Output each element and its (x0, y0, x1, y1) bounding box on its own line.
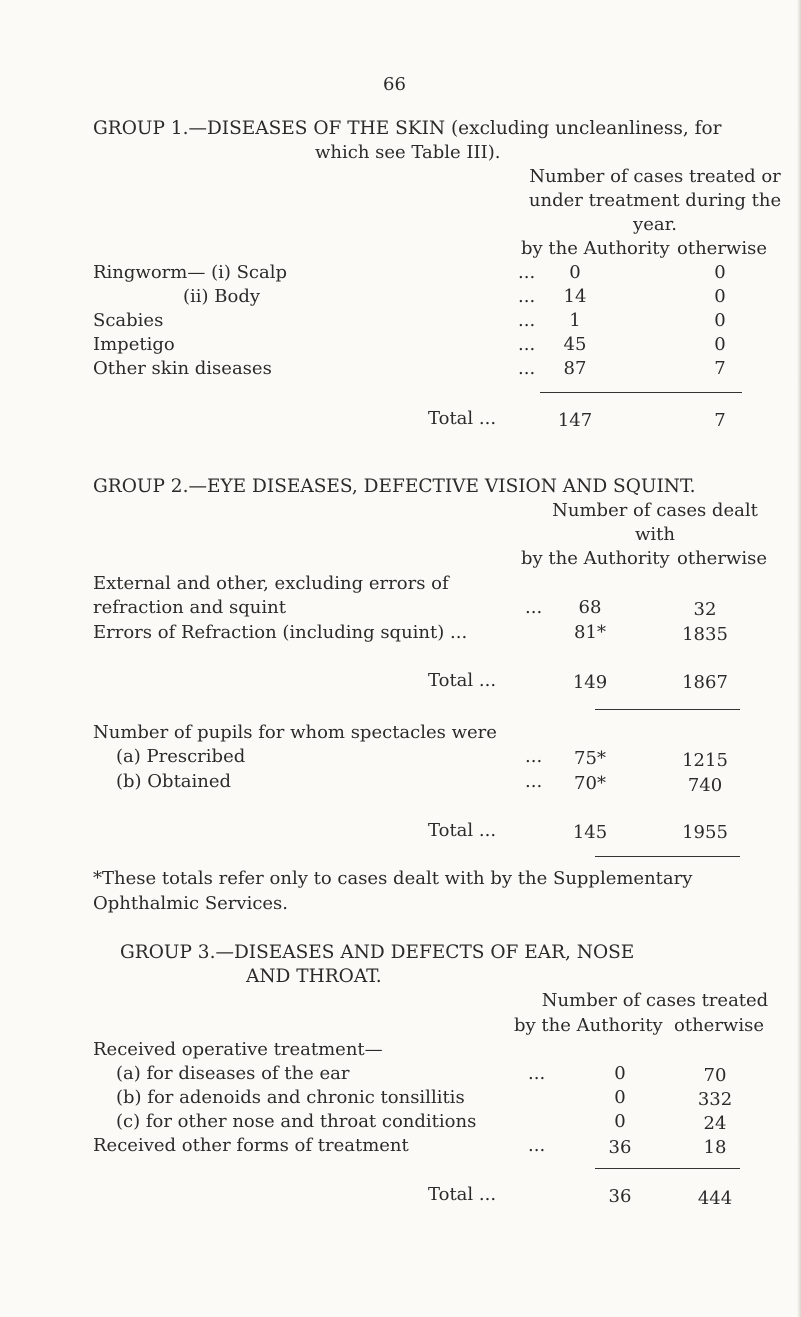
table-row-label: External and other, excluding errors of (93, 573, 449, 594)
table-row-label: (b) Obtained (116, 771, 232, 792)
total-rule (595, 1168, 740, 1169)
table-row-label: Ringworm— (i) Scalp (93, 262, 288, 283)
leader-dots: ... (518, 262, 536, 283)
table-row-label: (a) Prescribed (116, 746, 246, 767)
table-cell-authority: 14 (563, 286, 587, 307)
total-authority: 149 (572, 672, 608, 693)
total-authority: 145 (572, 822, 608, 843)
table-cell-authority: 81* (574, 622, 606, 643)
table-cell-otherwise: 7 (714, 358, 726, 379)
table-cell-otherwise: 18 (703, 1137, 727, 1158)
group-3-title-cont: AND THROAT. (246, 966, 382, 987)
group-2-title: GROUP 2.—EYE DISEASES, DEFECTIVE VISION AND SQUINT. (93, 476, 696, 497)
table-row-label: (a) for diseases of the ear (116, 1063, 350, 1084)
table-cell-authority: 0 (569, 262, 581, 283)
group-2-col-otherwise: otherwise (677, 548, 767, 569)
group-1-header-line3: year. (633, 214, 677, 235)
footnote: *These totals refer only to cases dealt with by the Supplementary (93, 868, 693, 889)
total-authority: 36 (608, 1186, 632, 1207)
table-cell-otherwise: 0 (714, 262, 726, 283)
total-label: Total ... (428, 1184, 497, 1205)
subheading: Received operative treatment— (93, 1039, 383, 1060)
table-cell-otherwise: 24 (703, 1113, 727, 1134)
table-cell-otherwise: 70 (703, 1065, 727, 1086)
table-cell-authority: 68 (578, 597, 602, 618)
table-cell-otherwise: 0 (714, 334, 726, 355)
total-rule (595, 709, 740, 710)
group-2-header-line1: Number of cases dealt (552, 500, 758, 521)
group-3-header-line1: Number of cases treated (541, 990, 769, 1011)
total-otherwise: 1955 (682, 822, 728, 843)
group-1-title: GROUP 1.—DISEASES OF THE SKIN (excluding uncleanliness, for (93, 118, 722, 139)
table-cell-authority: 0 (614, 1087, 626, 1108)
footnote-cont: Ophthalmic Services. (93, 893, 289, 914)
spectacles-heading: Number of pupils for whom spectacles were (93, 722, 497, 743)
table-row-label: (c) for other nose and throat conditions (116, 1111, 477, 1132)
table-row-label: Errors of Refraction (including squint) ... (93, 622, 468, 643)
table-cell-authority: 70* (574, 773, 606, 794)
leader-dots: ... (518, 334, 536, 355)
leader-dots: ... (528, 1135, 546, 1156)
table-row-label: Received other forms of treatment (93, 1135, 409, 1156)
table-row-label-cont: refraction and squint (93, 597, 286, 618)
total-label: Total ... (428, 408, 497, 429)
table-row-label: (b) for adenoids and chronic tonsillitis (116, 1087, 465, 1108)
table-row-label: Other skin diseases (93, 358, 272, 379)
total-label: Total ... (428, 820, 497, 841)
total-rule (540, 392, 742, 393)
group-1-col-otherwise: otherwise (677, 238, 767, 259)
table-row-label: Impetigo (93, 334, 175, 355)
leader-dots: ... (518, 310, 536, 331)
group-1-header-line2: under treatment during the (528, 190, 782, 211)
table-cell-authority: 87 (563, 358, 587, 379)
table-cell-authority: 1 (569, 310, 581, 331)
leader-dots: ... (528, 1063, 546, 1084)
table-row-label: (ii) Body (183, 286, 261, 307)
group-3-col-otherwise: otherwise (674, 1015, 764, 1036)
total-otherwise: 444 (697, 1188, 733, 1209)
leader-dots: ... (525, 597, 543, 618)
group-1-title-cont: which see Table III). (315, 142, 501, 163)
group-2-header-line2: with (635, 524, 675, 545)
total-label: Total ... (428, 670, 497, 691)
page-number: 66 (383, 74, 406, 95)
group-3-title: GROUP 3.—DISEASES AND DEFECTS OF EAR, NOSE (120, 942, 635, 963)
table-cell-authority: 36 (608, 1137, 632, 1158)
group-1-header-line1: Number of cases treated or (529, 166, 781, 187)
page-edge-shadow (797, 0, 801, 1317)
group-2-col-authority: by the Authority (521, 548, 670, 569)
table-cell-authority: 0 (614, 1063, 626, 1084)
table-cell-otherwise: 0 (714, 310, 726, 331)
table-cell-authority: 75* (574, 748, 606, 769)
table-cell-otherwise: 1835 (682, 624, 728, 645)
table-row-label: Scabies (93, 310, 164, 331)
table-cell-otherwise: 0 (714, 286, 726, 307)
table-cell-authority: 45 (563, 334, 587, 355)
leader-dots: ... (525, 771, 543, 792)
table-cell-otherwise: 32 (693, 599, 717, 620)
total-otherwise: 7 (714, 410, 726, 431)
table-cell-otherwise: 1215 (682, 750, 728, 771)
leader-dots: ... (518, 358, 536, 379)
total-otherwise: 1867 (682, 672, 728, 693)
table-cell-otherwise: 740 (687, 775, 723, 796)
leader-dots: ... (525, 746, 543, 767)
total-authority: 147 (557, 410, 593, 431)
group-1-col-authority: by the Authority (521, 238, 670, 259)
group-3-col-authority: by the Authority (514, 1015, 663, 1036)
total-rule (595, 856, 740, 857)
table-cell-authority: 0 (614, 1111, 626, 1132)
leader-dots: ... (518, 286, 536, 307)
table-cell-otherwise: 332 (697, 1089, 733, 1110)
